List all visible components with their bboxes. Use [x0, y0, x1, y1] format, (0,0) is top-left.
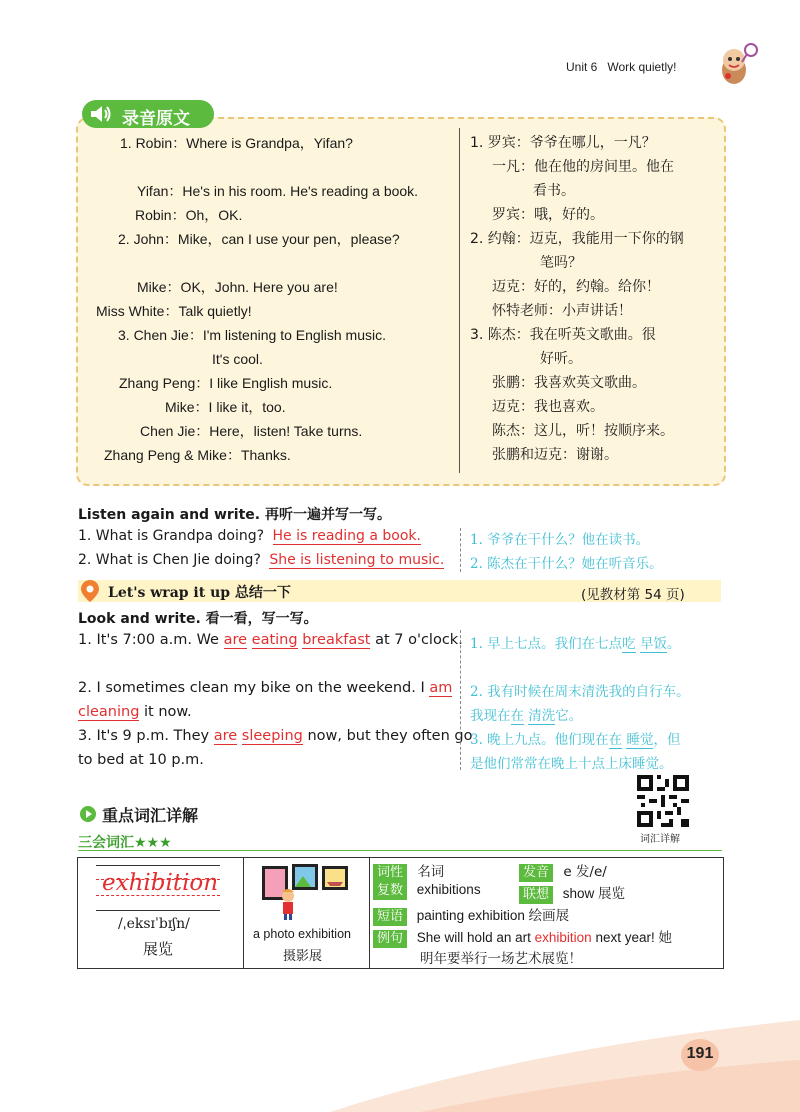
page-number: 191 [686, 1045, 714, 1062]
example-keyword: exhibition [534, 930, 592, 945]
listen-question-2 [78, 552, 444, 568]
sentence-text: 3. It's 9 p.m. They [78, 728, 210, 744]
image-caption-zh: 摄影展 [283, 949, 323, 964]
column-divider [459, 128, 460, 473]
listen-question-1 [78, 528, 421, 544]
transcript-en-line: Miss White：Talk quietly! [96, 303, 252, 319]
location-pin-icon [80, 579, 100, 603]
sentence-text: it now. [144, 704, 192, 720]
answer-text: am [429, 680, 453, 696]
image-caption-en: a photo exhibition [253, 927, 351, 941]
pos-value: 名词 [417, 864, 445, 880]
answer-text: cleaning [78, 704, 140, 720]
plural-value: exhibitions [416, 882, 481, 897]
sentence-text: 1. It's 7:00 a.m. We [78, 632, 219, 648]
look-sentence-3 [78, 728, 472, 744]
vocab-pron-row [519, 860, 607, 882]
phrase-tag: 短语 [373, 908, 407, 926]
translation-text: 。 [666, 636, 681, 652]
example-text: next year! 她 [595, 930, 672, 945]
qr-caption: 词汇详解 [640, 834, 680, 845]
assoc-tag: 联想 [519, 886, 553, 904]
textbook-page-ref: (见教材第 54 页) [581, 587, 685, 603]
unit-label: Unit 6 [566, 60, 598, 74]
question-text: 1. What is Grandpa doing? [78, 528, 265, 544]
translation-text: 我现在 [470, 708, 511, 724]
mascot-icon [714, 40, 760, 86]
transcript-zh-line: 怀特老师：小声讲话！ [492, 303, 632, 319]
transcript-en-line: Robin：Oh，OK. [135, 207, 243, 223]
table-divider [369, 857, 370, 968]
transcript-zh-line: 迈克：我也喜欢。 [492, 399, 604, 415]
look-sentence-2-cont [78, 704, 192, 720]
qr-code-icon[interactable] [637, 775, 689, 827]
transcript-en-line: Mike：I like it，too. [165, 399, 286, 415]
vocab-phonetic: /ˌeksɪˈbɪʃn/ [118, 916, 190, 932]
example-tag: 例句 [373, 930, 407, 948]
photo-exhibition-illustration [258, 862, 352, 920]
translation-line: 是他们常常在晚上十点上床睡觉。 [470, 756, 673, 772]
translation-line: 2. 陈杰在干什么？她在听音乐。 [470, 556, 663, 572]
transcript-zh-line: 一凡：他在他的房间里。他在 [492, 159, 674, 175]
answer-text: breakfast [302, 632, 371, 648]
translation-text: 1. 早上七点。我们在七点 [470, 636, 623, 652]
transcript-zh-line: 陈杰：这儿，听！按顺序来。 [492, 423, 674, 439]
phrase-value: painting exhibition 绘画展 [416, 908, 570, 923]
audio-badge-label: 录音原文 [122, 109, 190, 129]
translation-line [470, 728, 680, 748]
transcript-zh-line: 好听。 [540, 351, 582, 367]
transcript-en-line: It's cool. [212, 351, 263, 367]
unit-title: Work quietly! [607, 60, 677, 74]
sentence-text: at 7 o'clock. [375, 632, 463, 648]
writing-line [96, 865, 220, 866]
translation-text: 它。 [555, 708, 583, 724]
transcript-en-line: Yifan：He's in his room. He's reading a book. [137, 183, 419, 199]
transcript-zh-line: 迈克：好的，约翰。给你！ [492, 279, 660, 295]
vocab-pos-row [373, 860, 444, 882]
translation-line [470, 704, 582, 724]
transcript-en-line: Zhang Peng & Mike：Thanks. [104, 447, 291, 463]
translation-line [470, 632, 680, 652]
translation-answer: 在 [510, 708, 524, 724]
transcript-en-line: 1. Robin：Where is Grandpa，Yifan? [120, 135, 353, 151]
sentence-text: now, but they often go [307, 728, 473, 744]
pron-tag: 发音 [519, 864, 553, 882]
vocab-word: exhibition [102, 870, 219, 896]
assoc-value: show 展览 [562, 886, 626, 901]
translation-answer: 睡觉 [626, 732, 654, 748]
answer-text: She is listening to music. [269, 552, 445, 568]
look-sentence-3-cont: to bed at 10 p.m. [78, 752, 204, 768]
answer-text: sleeping [241, 728, 303, 744]
translation-answer: 在 [608, 732, 623, 748]
listen-exercise-title: Listen again and write. 再听一遍并写一写。 [78, 507, 391, 523]
pos-tag: 词性 [373, 864, 407, 882]
transcript-en-line: Chen Jie：Here，listen! Take turns. [140, 423, 363, 439]
transcript-en-line: 3. Chen Jie：I'm listening to English music. [118, 327, 387, 343]
transcript-zh-line: 笔吗？ [540, 255, 582, 271]
transcript-zh-line: 2. 约翰：迈克，我能用一下你的钢 [470, 231, 684, 247]
vocab-assoc-row [519, 882, 625, 904]
vocab-meaning: 展览 [143, 940, 174, 958]
look-exercise-title: Look and write. 看一看，写一写。 [78, 611, 318, 627]
look-sentence-1 [78, 632, 463, 648]
translation-line: 1. 爷爷在干什么？他在读书。 [470, 532, 650, 548]
transcript-en-line: Zhang Peng：I like English music. [119, 375, 333, 391]
column-divider [460, 630, 461, 770]
transcript-zh-line: 看书。 [533, 183, 575, 199]
vocab-phrase-row [373, 904, 569, 926]
table-divider [243, 857, 244, 968]
vocab-plural-row [373, 882, 481, 900]
running-header [566, 60, 677, 74]
speaker-icon [88, 103, 112, 125]
transcript-zh-line: 张鹏：我喜欢英文歌曲。 [492, 375, 646, 391]
column-divider [460, 528, 461, 572]
look-sentence-2 [78, 680, 452, 696]
translation-answer: 吃 [622, 636, 636, 652]
transcript-zh-line: 3. 陈杰：我在听英文歌曲。很 [470, 327, 656, 343]
translation-text: ，但 [653, 732, 681, 748]
vocab-level-label: 三会词汇★★★ [78, 835, 172, 851]
translation-answer: 早饭 [639, 636, 667, 652]
vocab-example-row [373, 926, 672, 948]
transcript-en-line: Mike：OK，John. Here you are! [137, 279, 338, 295]
transcript-en-line: 2. John：Mike，can I use your pen，please? [118, 231, 400, 247]
answer-text: are [213, 728, 238, 744]
plural-tag: 复数 [373, 882, 407, 900]
transcript-zh-line: 罗宾：哦，好的。 [492, 207, 604, 223]
translation-line: 2. 我有时候在周末清洗我的自行车。 [470, 684, 690, 700]
translation-text: 3. 晚上九点。他们现在 [470, 732, 609, 748]
vocab-section-title: 重点词汇详解 [102, 806, 199, 825]
answer-text: eating [251, 632, 298, 648]
section-rule [78, 850, 722, 851]
sentence-text: 2. I sometimes clean my bike on the weekend. I [78, 680, 425, 696]
answer-text: He is reading a book. [272, 528, 421, 544]
answer-text: are [223, 632, 248, 648]
transcript-zh-line: 1. 罗宾：爷爷在哪儿，一凡？ [470, 135, 656, 151]
play-circle-icon [80, 806, 96, 822]
transcript-zh-line: 张鹏和迈克：谢谢。 [492, 447, 618, 463]
question-text: 2. What is Chen Jie doing? [78, 552, 261, 568]
pron-value: e 发/e/ [563, 864, 607, 880]
wrap-up-title: Let's wrap it up 总结一下 [108, 585, 291, 601]
writing-line [96, 910, 220, 911]
translation-answer: 清洗 [528, 708, 556, 724]
example-translation: 明年要举行一场艺术展览！ [420, 951, 582, 967]
example-text: She will hold an art [416, 930, 531, 945]
